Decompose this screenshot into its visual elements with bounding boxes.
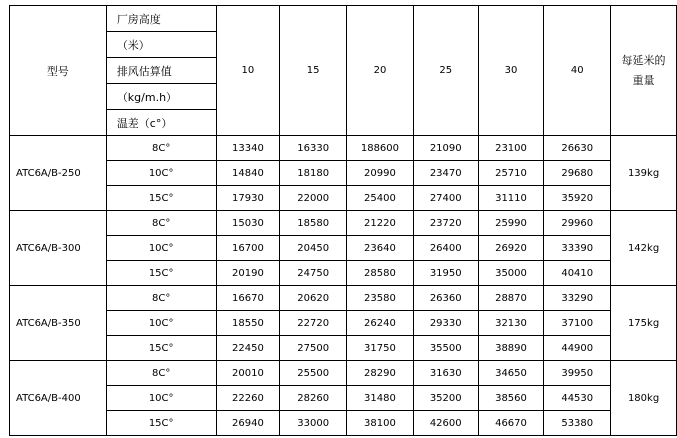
airflow-value-cell: 26240 — [347, 311, 414, 336]
airflow-value-cell: 25500 — [280, 361, 347, 386]
airflow-value-cell: 23640 — [347, 236, 414, 261]
airflow-value-cell: 38890 — [478, 336, 544, 361]
temp-diff-cell: 15C° — [106, 336, 216, 361]
airflow-value-cell: 31110 — [478, 186, 544, 211]
airflow-value-cell: 20990 — [347, 161, 414, 186]
temp-diff-param-label: 温差（c°） — [106, 110, 216, 136]
airflow-value-cell: 33290 — [544, 286, 611, 311]
airflow-value-cell: 34650 — [478, 361, 544, 386]
airflow-value-cell: 35200 — [413, 386, 478, 411]
airflow-value-cell: 33390 — [544, 236, 611, 261]
airflow-value-cell: 20620 — [280, 286, 347, 311]
airflow-value-cell: 26360 — [413, 286, 478, 311]
airflow-value-cell: 16670 — [216, 286, 280, 311]
height-header-20: 20 — [347, 6, 414, 136]
airflow-value-cell: 31480 — [347, 386, 414, 411]
height-header-10: 10 — [216, 6, 280, 136]
table-row — [10, 261, 677, 286]
temp-diff-cell: 10C° — [106, 236, 216, 261]
airflow-value-cell: 21090 — [413, 136, 478, 161]
table-row — [10, 211, 677, 236]
weight-cell: 180kg — [611, 361, 677, 436]
table-row — [10, 286, 677, 311]
model-cell: ATC6A/B-250 — [10, 136, 107, 211]
model-cell: ATC6A/B-300 — [10, 211, 107, 286]
weight-column-header — [611, 6, 677, 136]
airflow-value-cell: 26630 — [544, 136, 611, 161]
airflow-value-cell: 23720 — [413, 211, 478, 236]
airflow-value-cell: 46670 — [478, 411, 544, 436]
airflow-value-cell: 17930 — [216, 186, 280, 211]
airflow-value-cell: 24750 — [280, 261, 347, 286]
airflow-param-label: 排风估算值 — [106, 58, 216, 84]
height-header-30: 30 — [478, 6, 544, 136]
model-cell: ATC6A/B-350 — [10, 286, 107, 361]
airflow-value-cell: 16700 — [216, 236, 280, 261]
airflow-value-cell: 33000 — [280, 411, 347, 436]
table-row — [10, 311, 677, 336]
airflow-value-cell: 20190 — [216, 261, 280, 286]
table-row — [10, 186, 677, 211]
airflow-param-unit: （kg/m.h） — [106, 84, 216, 110]
temp-diff-cell: 8C° — [106, 286, 216, 311]
airflow-value-cell: 44900 — [544, 336, 611, 361]
model-cell: ATC6A/B-400 — [10, 361, 107, 436]
weight-cell: 139kg — [611, 136, 677, 211]
airflow-value-cell: 22720 — [280, 311, 347, 336]
height-header-15: 15 — [280, 6, 347, 136]
airflow-value-cell: 22450 — [216, 336, 280, 361]
table-row — [10, 386, 677, 411]
weight-cell: 142kg — [611, 211, 677, 286]
temp-diff-cell: 8C° — [106, 361, 216, 386]
airflow-value-cell: 18550 — [216, 311, 280, 336]
airflow-value-cell: 38100 — [347, 411, 414, 436]
airflow-value-cell: 29330 — [413, 311, 478, 336]
airflow-value-cell: 31750 — [347, 336, 414, 361]
table-row — [10, 411, 677, 436]
temp-diff-cell: 10C° — [106, 311, 216, 336]
airflow-value-cell: 18180 — [280, 161, 347, 186]
airflow-value-cell: 53380 — [544, 411, 611, 436]
airflow-value-cell: 23470 — [413, 161, 478, 186]
airflow-value-cell: 31630 — [413, 361, 478, 386]
weight-cell: 175kg — [611, 286, 677, 361]
airflow-value-cell: 25400 — [347, 186, 414, 211]
airflow-value-cell: 44530 — [544, 386, 611, 411]
table-row — [10, 336, 677, 361]
temp-diff-cell: 10C° — [106, 161, 216, 186]
airflow-value-cell: 18580 — [280, 211, 347, 236]
airflow-value-cell: 26400 — [413, 236, 478, 261]
airflow-value-cell: 35500 — [413, 336, 478, 361]
spec-table — [9, 5, 677, 436]
temp-diff-cell: 10C° — [106, 386, 216, 411]
model-column-header: 型号 — [10, 6, 107, 136]
airflow-value-cell: 21220 — [347, 211, 414, 236]
airflow-value-cell: 25710 — [478, 161, 544, 186]
weight-header-line2: 重量 — [632, 73, 655, 87]
airflow-value-cell: 28870 — [478, 286, 544, 311]
airflow-value-cell: 22000 — [280, 186, 347, 211]
weight-header-line1: 每延米的 — [621, 53, 666, 67]
temp-diff-cell: 8C° — [106, 136, 216, 161]
height-param-unit: （米） — [106, 32, 216, 58]
height-header-40: 40 — [544, 6, 611, 136]
airflow-value-cell: 35920 — [544, 186, 611, 211]
height-param-label: 厂房高度 — [106, 6, 216, 32]
airflow-value-cell: 23580 — [347, 286, 414, 311]
airflow-value-cell: 29960 — [544, 211, 611, 236]
temp-diff-cell: 15C° — [106, 261, 216, 286]
airflow-value-cell: 26940 — [216, 411, 280, 436]
airflow-value-cell: 39950 — [544, 361, 611, 386]
airflow-value-cell: 14840 — [216, 161, 280, 186]
height-header-25: 25 — [413, 6, 478, 136]
airflow-value-cell: 27500 — [280, 336, 347, 361]
airflow-value-cell: 38560 — [478, 386, 544, 411]
temp-diff-cell: 15C° — [106, 186, 216, 211]
airflow-value-cell: 25990 — [478, 211, 544, 236]
airflow-value-cell: 27400 — [413, 186, 478, 211]
airflow-value-cell: 37100 — [544, 311, 611, 336]
airflow-value-cell: 23100 — [478, 136, 544, 161]
airflow-value-cell: 20010 — [216, 361, 280, 386]
table-row — [10, 136, 677, 161]
airflow-value-cell: 40410 — [544, 261, 611, 286]
airflow-value-cell: 15030 — [216, 211, 280, 236]
airflow-value-cell: 31950 — [413, 261, 478, 286]
table-row — [10, 161, 677, 186]
airflow-value-cell: 42600 — [413, 411, 478, 436]
airflow-value-cell: 29680 — [544, 161, 611, 186]
temp-diff-cell: 15C° — [106, 411, 216, 436]
airflow-value-cell: 20450 — [280, 236, 347, 261]
airflow-value-cell: 28290 — [347, 361, 414, 386]
airflow-value-cell: 13340 — [216, 136, 280, 161]
airflow-value-cell: 28260 — [280, 386, 347, 411]
airflow-value-cell: 16330 — [280, 136, 347, 161]
temp-diff-cell: 8C° — [106, 211, 216, 236]
table-row — [10, 236, 677, 261]
airflow-value-cell: 35000 — [478, 261, 544, 286]
airflow-value-cell: 32130 — [478, 311, 544, 336]
table-row — [10, 361, 677, 386]
airflow-value-cell: 22260 — [216, 386, 280, 411]
airflow-value-cell: 26920 — [478, 236, 544, 261]
airflow-value-cell: 188600 — [347, 136, 414, 161]
airflow-value-cell: 28580 — [347, 261, 414, 286]
